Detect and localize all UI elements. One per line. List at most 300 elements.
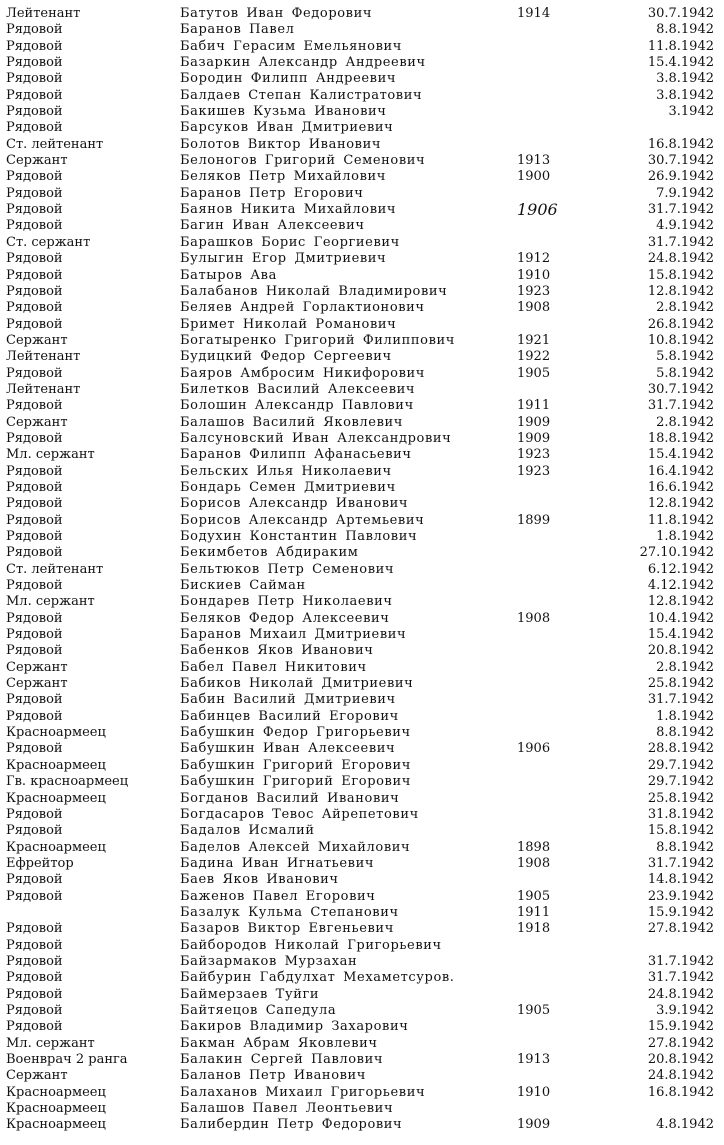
birth-year-cell: 1912 bbox=[517, 251, 551, 267]
date-cell: 3.8.1942 bbox=[656, 87, 714, 103]
list-row bbox=[0, 1003, 724, 1019]
name-cell: Баранов Петр Егорович bbox=[180, 185, 364, 201]
name-cell: Бельтюков Петр Семенович bbox=[180, 561, 395, 577]
birth-year-cell: 1909 bbox=[517, 414, 551, 430]
rank-cell: Рядовой bbox=[6, 479, 63, 495]
rank-cell: Лейтенант bbox=[6, 381, 81, 397]
name-cell: Барашков Борис Георгиевич bbox=[180, 234, 400, 250]
date-cell: 15.4.1942 bbox=[647, 55, 714, 71]
date-cell: 31.7.1942 bbox=[647, 953, 714, 969]
casualty-list bbox=[0, 6, 724, 1134]
rank-cell: Рядовой bbox=[6, 398, 63, 414]
rank-cell: Ст. лейтенант bbox=[6, 561, 104, 577]
list-row bbox=[0, 169, 724, 185]
rank-cell: Рядовой bbox=[6, 87, 63, 103]
list-row bbox=[0, 88, 724, 104]
birth-year-cell: 1909 bbox=[517, 1117, 551, 1133]
date-cell: 31.7.1942 bbox=[647, 692, 714, 708]
birth-year-cell: 1908 bbox=[517, 855, 551, 871]
rank-cell: Рядовой bbox=[6, 316, 63, 332]
list-row bbox=[0, 578, 724, 594]
date-cell: 20.8.1942 bbox=[647, 1052, 714, 1067]
date-cell: 25.8.1942 bbox=[647, 676, 714, 692]
name-cell: Бакиров Владимир Захарович bbox=[180, 1019, 409, 1035]
rank-cell: Рядовой bbox=[6, 169, 63, 185]
rank-cell: Рядовой bbox=[6, 823, 63, 839]
birth-year-cell: 1918 bbox=[517, 921, 551, 937]
name-cell: Богдасаров Тевос Айрепетович bbox=[180, 806, 419, 822]
date-cell: 8.8.1942 bbox=[656, 839, 714, 855]
list-row bbox=[0, 676, 724, 692]
name-cell: Бакман Абрам Яковлевич bbox=[180, 1035, 378, 1051]
list-row bbox=[0, 840, 724, 856]
list-row bbox=[0, 807, 724, 823]
list-row bbox=[0, 513, 724, 529]
date-cell: 24.8.1942 bbox=[647, 1068, 714, 1084]
rank-cell: Рядовой bbox=[6, 267, 63, 283]
name-cell: Базаркин Александр Андреевич bbox=[180, 55, 426, 71]
birth-year-cell: 1908 bbox=[517, 610, 551, 626]
name-cell: Борисов Александр Артемьевич bbox=[180, 512, 425, 528]
rank-cell: Мл. сержант bbox=[6, 447, 95, 463]
date-cell: 16.6.1942 bbox=[647, 479, 714, 495]
date-cell: 31.7.1942 bbox=[647, 855, 714, 871]
rank-cell: Рядовой bbox=[6, 251, 63, 267]
list-row bbox=[0, 741, 724, 757]
list-row bbox=[0, 186, 724, 202]
rank-cell: Гв. красноармеец bbox=[6, 774, 129, 790]
name-cell: Базалук Кульма Степанович bbox=[180, 904, 399, 920]
list-row bbox=[0, 562, 724, 578]
rank-cell: Рядовой bbox=[6, 692, 63, 708]
name-cell: Бондарь Семен Дмитриевич bbox=[180, 479, 396, 495]
list-row bbox=[0, 692, 724, 708]
birth-year-cell: 1908 bbox=[517, 300, 551, 316]
name-cell: Балибердин Петр Федорович bbox=[180, 1117, 403, 1133]
name-cell: Билетков Василий Алексеевич bbox=[180, 381, 416, 397]
name-cell: Борисов Александр Иванович bbox=[180, 496, 409, 512]
date-cell: 2.8.1942 bbox=[656, 414, 714, 430]
rank-cell: Сержант bbox=[6, 332, 68, 348]
list-row bbox=[0, 366, 724, 382]
birth-year-cell: 1910 bbox=[517, 267, 551, 283]
list-row bbox=[0, 594, 724, 610]
date-cell: 10.8.1942 bbox=[647, 332, 714, 348]
rank-cell: Рядовой bbox=[6, 496, 63, 512]
rank-cell: Рядовой bbox=[6, 463, 63, 479]
name-cell: Болотов Виктор Иванович bbox=[180, 136, 382, 152]
name-cell: Батутов Иван Федорович bbox=[180, 6, 373, 21]
name-cell: Балаханов Михаил Григорьевич bbox=[180, 1084, 426, 1100]
rank-cell: Рядовой bbox=[6, 953, 63, 969]
date-cell: 6.12.1942 bbox=[647, 561, 714, 577]
name-cell: Баяров Амбросим Никифорович bbox=[180, 365, 425, 381]
birth-year-cell: 1913 bbox=[517, 153, 551, 169]
rank-cell: Сержант bbox=[6, 1068, 68, 1084]
name-cell: Баранов Михаил Дмитриевич bbox=[180, 627, 407, 643]
name-cell: Бримет Николай Романович bbox=[180, 316, 397, 332]
date-cell: 11.8.1942 bbox=[647, 38, 714, 54]
date-cell: 27.8.1942 bbox=[647, 921, 714, 937]
date-cell: 25.8.1942 bbox=[647, 790, 714, 806]
rank-cell: Красноармеец bbox=[6, 725, 106, 741]
rank-cell: Красноармеец bbox=[6, 1101, 106, 1117]
name-cell: Бабинцев Василий Егорович bbox=[180, 708, 399, 724]
rank-cell: Рядовой bbox=[6, 55, 63, 71]
rank-cell: Рядовой bbox=[6, 104, 63, 120]
list-row bbox=[0, 120, 724, 136]
list-row bbox=[0, 251, 724, 267]
name-cell: Байбурин Габдулхат Мехаметсуров. bbox=[180, 970, 455, 986]
name-cell: Бабиков Николай Дмитриевич bbox=[180, 676, 414, 692]
date-cell: 30.7.1942 bbox=[647, 381, 714, 397]
list-row bbox=[0, 202, 724, 218]
rank-cell: Сержант bbox=[6, 414, 68, 430]
name-cell: Байзармаков Мурзахан bbox=[180, 953, 358, 969]
date-cell: 5.8.1942 bbox=[656, 365, 714, 381]
rank-cell: Сержант bbox=[6, 153, 68, 169]
date-cell: 1.8.1942 bbox=[656, 529, 714, 544]
rank-cell: Рядовой bbox=[6, 986, 63, 1002]
rank-cell: Военврач 2 ранга bbox=[6, 1052, 128, 1067]
name-cell: Богатыренко Григорий Филиппович bbox=[180, 332, 455, 348]
name-cell: Беляев Андрей Горлактионович bbox=[180, 300, 425, 316]
name-cell: Баранов Филипп Афанасьевич bbox=[180, 447, 412, 463]
rank-cell: Рядовой bbox=[6, 365, 63, 381]
rank-cell: Рядовой bbox=[6, 529, 63, 544]
birth-year-cell: 1922 bbox=[517, 349, 551, 365]
date-cell: 4.8.1942 bbox=[656, 1117, 714, 1133]
rank-cell: Рядовой bbox=[6, 71, 63, 87]
name-cell: Баженов Павел Егорович bbox=[180, 888, 376, 904]
list-row bbox=[0, 398, 724, 414]
name-cell: Бадалов Исмалий bbox=[180, 823, 315, 839]
date-cell: 3.8.1942 bbox=[656, 71, 714, 87]
list-row bbox=[0, 6, 724, 22]
name-cell: Байтяецов Сапедула bbox=[180, 1002, 337, 1018]
date-cell: 8.8.1942 bbox=[656, 22, 714, 38]
list-row bbox=[0, 954, 724, 970]
rank-cell: Красноармеец bbox=[6, 757, 106, 773]
name-cell: Бакишев Кузьма Иванович bbox=[180, 104, 387, 120]
name-cell: Баделов Алексей Михайлович bbox=[180, 839, 411, 855]
rank-cell: Рядовой bbox=[6, 38, 63, 54]
date-cell: 26.8.1942 bbox=[647, 316, 714, 332]
name-cell: Бадина Иван Игнатьевич bbox=[180, 855, 375, 871]
list-row bbox=[0, 1117, 724, 1133]
date-cell: 4.12.1942 bbox=[647, 578, 714, 594]
date-cell: 12.8.1942 bbox=[647, 594, 714, 610]
date-cell: 31.7.1942 bbox=[647, 398, 714, 414]
date-cell: 16.8.1942 bbox=[647, 1084, 714, 1100]
date-cell: 31.7.1942 bbox=[647, 970, 714, 986]
list-row bbox=[0, 545, 724, 561]
rank-cell: Рядовой bbox=[6, 283, 63, 299]
date-cell: 27.10.1942 bbox=[639, 545, 714, 561]
date-cell: 3.9.1942 bbox=[656, 1002, 714, 1018]
list-row bbox=[0, 1101, 724, 1117]
list-row bbox=[0, 1085, 724, 1101]
name-cell: Байбородов Николай Григорьевич bbox=[180, 937, 442, 953]
list-row bbox=[0, 496, 724, 512]
list-row bbox=[0, 447, 724, 463]
birth-year-cell: 1923 bbox=[517, 447, 551, 463]
date-cell: 3.1942 bbox=[668, 104, 714, 120]
name-cell: Базаров Виктор Евгеньевич bbox=[180, 921, 394, 937]
name-cell: Бабенков Яков Иванович bbox=[180, 643, 374, 659]
rank-cell: Красноармеец bbox=[6, 790, 106, 806]
date-cell: 11.8.1942 bbox=[647, 512, 714, 528]
list-row bbox=[0, 284, 724, 300]
list-row bbox=[0, 1019, 724, 1035]
rank-cell: Рядовой bbox=[6, 1019, 63, 1035]
name-cell: Булыгин Егор Дмитриевич bbox=[180, 251, 387, 267]
date-cell: 14.8.1942 bbox=[647, 872, 714, 888]
birth-year-cell: 1914 bbox=[517, 6, 551, 21]
rank-cell: Рядовой bbox=[6, 627, 63, 643]
list-row bbox=[0, 349, 724, 365]
name-cell: Багин Иван Алексеевич bbox=[180, 218, 365, 234]
birth-year-cell: 1923 bbox=[517, 463, 551, 479]
birth-year-cell: 1899 bbox=[517, 512, 551, 528]
date-cell: 20.8.1942 bbox=[647, 643, 714, 659]
list-row bbox=[0, 905, 724, 921]
name-cell: Баранов Павел bbox=[180, 22, 295, 38]
rank-cell: Рядовой bbox=[6, 970, 63, 986]
list-row bbox=[0, 300, 724, 316]
rank-cell: Рядовой bbox=[6, 806, 63, 822]
list-row bbox=[0, 431, 724, 447]
birth-year-cell: 1905 bbox=[517, 1002, 551, 1018]
name-cell: Балакин Сергей Павлович bbox=[180, 1052, 384, 1067]
name-cell: Бискиев Сайман bbox=[180, 578, 306, 594]
name-cell: Баймерзаев Туйги bbox=[180, 986, 320, 1002]
birth-year-cell: 1923 bbox=[517, 283, 551, 299]
list-row bbox=[0, 71, 724, 87]
rank-cell: Рядовой bbox=[6, 921, 63, 937]
name-cell: Белоногов Григорий Семенович bbox=[180, 153, 426, 169]
date-cell: 15.4.1942 bbox=[647, 447, 714, 463]
rank-cell: Рядовой bbox=[6, 185, 63, 201]
list-row bbox=[0, 627, 724, 643]
name-cell: Балабанов Николай Владимирович bbox=[180, 283, 448, 299]
date-cell: 7.9.1942 bbox=[656, 185, 714, 201]
name-cell: Бородин Филипп Андреевич bbox=[180, 71, 397, 87]
list-row bbox=[0, 758, 724, 774]
date-cell: 29.7.1942 bbox=[647, 774, 714, 790]
birth-year-cell: 1911 bbox=[517, 904, 551, 920]
list-row bbox=[0, 317, 724, 333]
date-cell: 31.7.1942 bbox=[647, 234, 714, 250]
rank-cell: Рядовой bbox=[6, 202, 63, 218]
list-row bbox=[0, 970, 724, 986]
list-row bbox=[0, 856, 724, 872]
rank-cell: Лейтенант bbox=[6, 349, 81, 365]
rank-cell: Сержант bbox=[6, 676, 68, 692]
list-row bbox=[0, 938, 724, 954]
date-cell: 28.8.1942 bbox=[647, 741, 714, 757]
rank-cell: Лейтенант bbox=[6, 6, 81, 21]
date-cell: 15.8.1942 bbox=[647, 823, 714, 839]
date-cell: 27.8.1942 bbox=[647, 1035, 714, 1051]
date-cell: 2.8.1942 bbox=[656, 300, 714, 316]
list-row bbox=[0, 660, 724, 676]
name-cell: Батыров Ава bbox=[180, 267, 277, 283]
date-cell: 23.9.1942 bbox=[647, 888, 714, 904]
list-row bbox=[0, 643, 724, 659]
list-row bbox=[0, 464, 724, 480]
date-cell: 31.7.1942 bbox=[647, 202, 714, 218]
list-row bbox=[0, 791, 724, 807]
name-cell: Бабушкин Иван Алексеевич bbox=[180, 741, 396, 757]
rank-cell: Рядовой bbox=[6, 708, 63, 724]
name-cell: Бондарев Петр Николаевич bbox=[180, 594, 393, 610]
rank-cell: Рядовой bbox=[6, 937, 63, 953]
rank-cell: Рядовой bbox=[6, 610, 63, 626]
name-cell: Балашов Павел Леонтьевич bbox=[180, 1101, 394, 1117]
date-cell: 5.8.1942 bbox=[656, 349, 714, 365]
rank-cell: Рядовой bbox=[6, 300, 63, 316]
list-row bbox=[0, 611, 724, 627]
rank-cell: Рядовой bbox=[6, 545, 63, 561]
date-cell: 24.8.1942 bbox=[647, 986, 714, 1002]
rank-cell: Рядовой bbox=[6, 741, 63, 757]
name-cell: Баев Яков Иванович bbox=[180, 872, 339, 888]
list-row bbox=[0, 104, 724, 120]
birth-year-cell: 1905 bbox=[517, 888, 551, 904]
list-row bbox=[0, 235, 724, 251]
rank-cell: Мл. сержант bbox=[6, 594, 95, 610]
list-row bbox=[0, 153, 724, 169]
name-cell: Богданов Василий Иванович bbox=[180, 790, 400, 806]
list-row bbox=[0, 218, 724, 234]
date-cell: 12.8.1942 bbox=[647, 496, 714, 512]
name-cell: Бельских Илья Николаевич bbox=[180, 463, 392, 479]
date-cell: 16.8.1942 bbox=[647, 136, 714, 152]
date-cell: 15.4.1942 bbox=[647, 627, 714, 643]
date-cell: 26.9.1942 bbox=[647, 169, 714, 185]
birth-year-cell: 1910 bbox=[517, 1084, 551, 1100]
date-cell: 12.8.1942 bbox=[647, 283, 714, 299]
list-row bbox=[0, 1068, 724, 1084]
list-row bbox=[0, 1052, 724, 1068]
name-cell: Бодухин Константин Павлович bbox=[180, 529, 418, 544]
birth-year-cell: 1913 bbox=[517, 1052, 551, 1067]
name-cell: Болошин Александр Павлович bbox=[180, 398, 414, 414]
date-cell: 15.9.1942 bbox=[647, 904, 714, 920]
list-row bbox=[0, 823, 724, 839]
list-row bbox=[0, 268, 724, 284]
rank-cell: Рядовой bbox=[6, 120, 63, 136]
rank-cell: Рядовой bbox=[6, 218, 63, 234]
rank-cell: Рядовой bbox=[6, 578, 63, 594]
birth-year-cell: 1905 bbox=[517, 365, 551, 381]
list-row bbox=[0, 774, 724, 790]
name-cell: Бабин Василий Дмитриевич bbox=[180, 692, 396, 708]
name-cell: Балашов Василий Яковлевич bbox=[180, 414, 403, 430]
name-cell: Беляков Петр Михайлович bbox=[180, 169, 386, 185]
date-cell: 30.7.1942 bbox=[647, 153, 714, 169]
list-row bbox=[0, 55, 724, 71]
date-cell: 31.8.1942 bbox=[647, 806, 714, 822]
rank-cell: Красноармеец bbox=[6, 1117, 106, 1133]
list-row bbox=[0, 480, 724, 496]
list-row bbox=[0, 889, 724, 905]
name-cell: Барсуков Иван Дмитриевич bbox=[180, 120, 394, 136]
birth-year-cell: 1921 bbox=[517, 332, 551, 348]
name-cell: Баланов Петр Иванович bbox=[180, 1068, 367, 1084]
name-cell: Бабушкин Григорий Егорович bbox=[180, 774, 411, 790]
name-cell: Балдаев Степан Калистратович bbox=[180, 87, 423, 103]
list-row bbox=[0, 709, 724, 725]
list-row bbox=[0, 333, 724, 349]
birth-year-cell: 1898 bbox=[517, 839, 551, 855]
list-row bbox=[0, 39, 724, 55]
birth-year-cell: 1906 bbox=[517, 741, 551, 757]
date-cell: 10.4.1942 bbox=[647, 610, 714, 626]
name-cell: Балсуновский Иван Александрович bbox=[180, 430, 452, 446]
date-cell: 15.8.1942 bbox=[647, 267, 714, 283]
rank-cell: Рядовой bbox=[6, 872, 63, 888]
rank-cell: Рядовой bbox=[6, 430, 63, 446]
birth-year-cell: 1909 bbox=[517, 430, 551, 446]
date-cell: 30.7.1942 bbox=[647, 6, 714, 21]
rank-cell: Рядовой bbox=[6, 512, 63, 528]
list-row bbox=[0, 987, 724, 1003]
rank-cell: Ст. лейтенант bbox=[6, 136, 104, 152]
date-cell: 16.4.1942 bbox=[647, 463, 714, 479]
rank-cell: Ст. сержант bbox=[6, 234, 91, 250]
list-row bbox=[0, 382, 724, 398]
list-row bbox=[0, 529, 724, 545]
date-cell: 29.7.1942 bbox=[647, 757, 714, 773]
name-cell: Бабушкин Григорий Егорович bbox=[180, 757, 411, 773]
rank-cell: Мл. сержант bbox=[6, 1035, 95, 1051]
date-cell: 24.8.1942 bbox=[647, 251, 714, 267]
date-cell: 1.8.1942 bbox=[656, 708, 714, 724]
list-row bbox=[0, 415, 724, 431]
name-cell: Бабич Герасим Емельянович bbox=[180, 38, 402, 54]
rank-cell: Рядовой bbox=[6, 22, 63, 38]
list-row bbox=[0, 137, 724, 153]
date-cell: 8.8.1942 bbox=[656, 725, 714, 741]
rank-cell: Ефрейтор bbox=[6, 855, 74, 871]
name-cell: Беляков Федор Алексеевич bbox=[180, 610, 390, 626]
list-row bbox=[0, 1036, 724, 1052]
date-cell: 18.8.1942 bbox=[647, 430, 714, 446]
name-cell: Бекимбетов Абдираким bbox=[180, 545, 359, 561]
list-row bbox=[0, 872, 724, 888]
date-cell: 2.8.1942 bbox=[656, 659, 714, 675]
rank-cell: Рядовой bbox=[6, 643, 63, 659]
name-cell: Бабушкин Федор Григорьевич bbox=[180, 725, 411, 741]
list-row bbox=[0, 22, 724, 38]
list-row bbox=[0, 725, 724, 741]
rank-cell: Красноармеец bbox=[6, 839, 106, 855]
rank-cell: Сержант bbox=[6, 659, 68, 675]
date-cell: 15.9.1942 bbox=[647, 1019, 714, 1035]
rank-cell: Рядовой bbox=[6, 888, 63, 904]
rank-cell: Рядовой bbox=[6, 1002, 63, 1018]
list-row bbox=[0, 921, 724, 937]
name-cell: Баянов Никита Михайлович bbox=[180, 202, 397, 218]
rank-cell: Красноармеец bbox=[6, 1084, 106, 1100]
birth-year-cell: 1911 bbox=[517, 398, 551, 414]
name-cell: Будицкий Федор Сергеевич bbox=[180, 349, 392, 365]
date-cell: 4.9.1942 bbox=[656, 218, 714, 234]
birth-year-cell: 1906 bbox=[517, 200, 558, 220]
birth-year-cell: 1900 bbox=[517, 169, 551, 185]
